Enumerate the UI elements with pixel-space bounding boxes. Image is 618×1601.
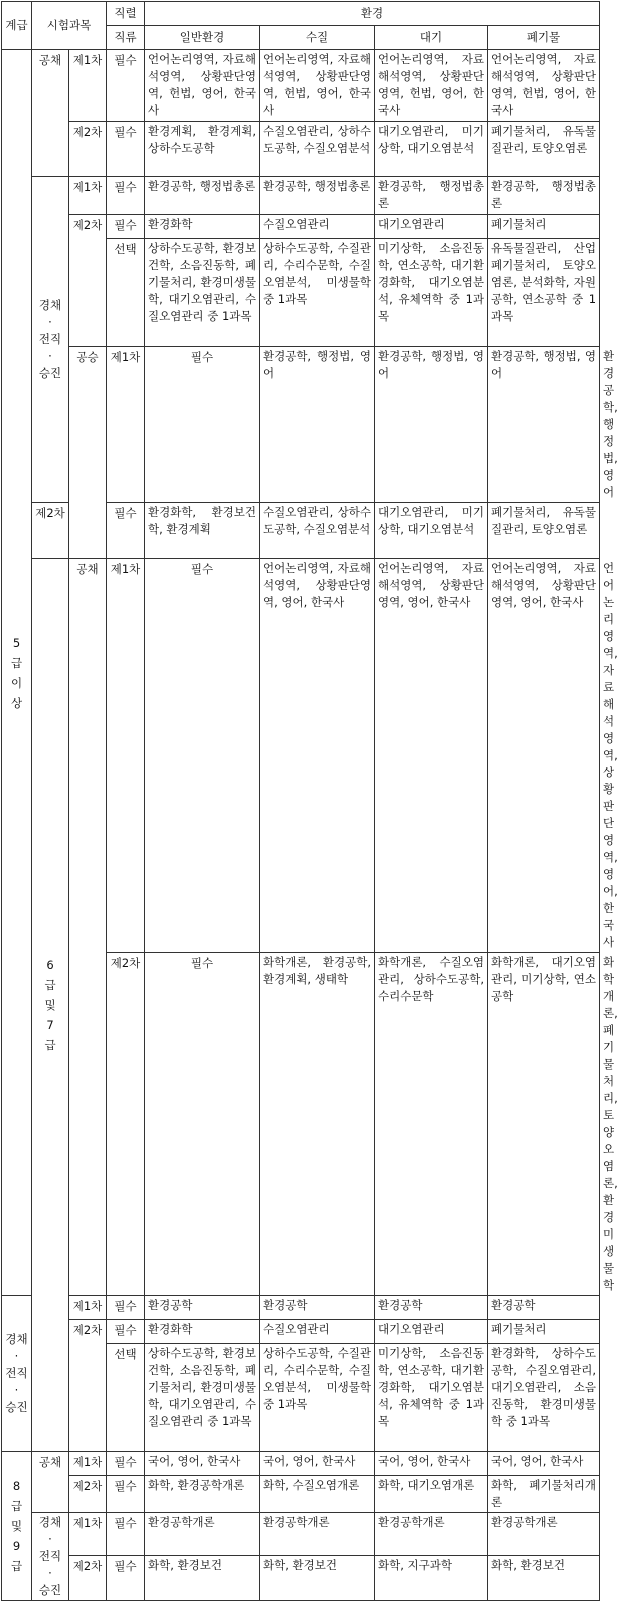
type-elective: 선택 xyxy=(107,239,145,347)
stage-second: 제2차 xyxy=(69,122,107,177)
header-waste: 폐기물 xyxy=(488,26,600,50)
subjects-cell: 환경공학, 행정법, 영어 xyxy=(488,347,600,503)
subjects-cell: 유독물질관리, 산업폐기물처리, 토양오염론, 분석화학, 자원공학, 연소공학 중 1과목 xyxy=(488,239,600,347)
type-required: 필수 xyxy=(145,559,260,953)
table-row xyxy=(2,122,600,177)
stage-second: 제2차 xyxy=(32,503,69,559)
subjects-cell: 언어논리영역, 자료해석영역, 상황판단영역, 헌법, 영어, 한국사 xyxy=(260,50,375,122)
type-required: 필수 xyxy=(107,122,145,177)
category-open: 공채 xyxy=(32,50,69,177)
subjects-cell: 수질오염관리 xyxy=(260,215,375,239)
subjects-cell: 상하수도공학, 환경보건학, 소음진동학, 폐기물처리, 환경미생물학, 대기오염관리, 수질오염관리 중 1과목 xyxy=(145,1344,260,1452)
category-open: 공채 xyxy=(69,559,107,1296)
subjects-cell: 환경공학, 행정법, 영어 xyxy=(375,347,488,503)
subjects-cell: 언어논리영역, 자료해석영역, 상황판단영역, 영어, 한국사 xyxy=(488,559,600,953)
subjects-cell: 대기오염관리, 미기상학, 대기오염분석 xyxy=(375,122,488,177)
type-required: 필수 xyxy=(107,215,145,239)
type-required: 필수 xyxy=(107,1320,145,1344)
header-row-1 xyxy=(2,2,600,26)
table-row xyxy=(2,215,600,239)
subjects-cell: 환경화학 xyxy=(145,1320,260,1344)
subjects-cell: 수질오염관리, 상하수도공학, 수질오염분석 xyxy=(260,122,375,177)
category-career: 경채 · 전직 · 승진 xyxy=(32,177,69,503)
subjects-cell: 환경화학, 환경보건학, 환경계획 xyxy=(145,503,260,559)
table-row xyxy=(2,1476,600,1513)
exam-subjects-table xyxy=(1,1,618,1601)
subjects-cell: 환경공학, 행정법, 영어 xyxy=(260,347,375,503)
subjects-cell: 언어논리영역, 자료해석영역, 상황판단영역, 영어, 한국사 xyxy=(260,559,375,953)
subjects-cell: 환경공학개론 xyxy=(260,1513,375,1556)
header-water-quality: 수질 xyxy=(260,26,375,50)
subjects-cell: 미기상학, 소음진동학, 연소공학, 대기환경화학, 대기오염분석, 유체역학 중 1과목 xyxy=(375,1344,488,1452)
subjects-cell: 환경공학개론 xyxy=(375,1513,488,1556)
subjects-cell: 폐기물처리 xyxy=(488,215,600,239)
subjects-cell: 화학, 환경보건 xyxy=(260,1555,375,1600)
header-job-series: 직렬 xyxy=(107,2,145,26)
subjects-cell: 환경공학, 행정법총론 xyxy=(145,177,260,215)
type-required: 필수 xyxy=(107,1513,145,1556)
subjects-cell: 화학, 대기오염개론 xyxy=(375,1476,488,1513)
header-job-type: 직류 xyxy=(107,26,145,50)
type-required: 필수 xyxy=(107,177,145,215)
stage-second: 제2차 xyxy=(69,1320,107,1452)
subjects-cell: 국어, 영어, 한국사 xyxy=(488,1452,600,1476)
table-row xyxy=(2,1452,600,1476)
subjects-cell: 환경공학 xyxy=(260,1296,375,1320)
header-grade: 계급 xyxy=(2,2,32,50)
table-row: 공승 제1차 필수 환경공학, 행정법, 영어 환경공학, 행정법, 영어 환경공학, 행정법, 영어 환경공학, 행정법, 영어 xyxy=(2,347,600,503)
stage-first: 제1차 xyxy=(107,347,145,503)
grade-5-and-above: 5 급 이 상 xyxy=(2,50,32,1296)
stage-first: 제1차 xyxy=(69,1296,107,1320)
subjects-cell: 언어논리영역, 자료해석영역, 상황판단영역, 영어, 한국사 xyxy=(375,559,488,953)
subjects-cell: 화학개론, 수질오염관리, 상하수도공학, 수리수문학 xyxy=(375,953,488,1296)
table-row xyxy=(2,50,600,122)
subjects-cell: 대기오염관리 xyxy=(375,1320,488,1344)
type-required: 필수 xyxy=(107,1476,145,1513)
stage-second: 제2차 xyxy=(69,1476,107,1513)
subjects-cell: 환경공학, 행정법총론 xyxy=(488,177,600,215)
subjects-cell: 환경공학개론 xyxy=(488,1513,600,1556)
stage-first: 제1차 xyxy=(69,1513,107,1556)
table-row xyxy=(2,1555,600,1600)
type-required: 필수 xyxy=(107,50,145,122)
type-required: 필수 xyxy=(145,347,260,503)
subjects-cell: 화학, 수질오염개론 xyxy=(260,1476,375,1513)
type-required: 필수 xyxy=(107,1452,145,1476)
stage-first: 제1차 xyxy=(107,559,145,953)
subjects-cell: 환경공학, 행정법총론 xyxy=(375,177,488,215)
category-promo: 공승 xyxy=(69,347,107,559)
category-career: 경채 · 전직 · 승진 xyxy=(32,1513,69,1601)
header-environment: 환경 xyxy=(145,2,600,26)
type-required: 필수 xyxy=(107,503,145,559)
subjects-cell: 수질오염관리 xyxy=(260,1320,375,1344)
stage-second: 제2차 xyxy=(107,953,145,1296)
subjects-cell: 국어, 영어, 한국사 xyxy=(145,1452,260,1476)
subjects-cell: 화학개론, 대기오염관리, 미기상학, 연소공학 xyxy=(488,953,600,1296)
subjects-cell: 화학, 지구과학 xyxy=(375,1555,488,1600)
type-elective: 선택 xyxy=(107,1344,145,1452)
table-row: 제2차 필수 화학개론, 환경공학, 환경계획, 생태학 화학개론, 수질오염관리, 상하수도공학, 수리수문학 화학개론, 대기오염관리, 미기상학, 연소공학 화학개론, 폐기물처리, 토양오염론, 환경미생물학 xyxy=(2,953,600,1296)
subjects-cell: 화학, 환경보건 xyxy=(145,1555,260,1600)
subjects-cell: 환경계획, 환경계획, 상하수도공학 xyxy=(145,122,260,177)
subjects-cell: 상하수도공학, 수질관리, 수리수문학, 수질오염분석, 미생물학 중 1과목 xyxy=(260,239,375,347)
stage-first: 제1차 xyxy=(69,50,107,122)
subjects-cell: 폐기물처리, 유독물질관리, 토양오염론 xyxy=(488,122,600,177)
table-row xyxy=(2,177,600,215)
subjects-cell: 환경공학 xyxy=(375,1296,488,1320)
subjects-cell: 화학, 폐기물처리개론 xyxy=(488,1476,600,1513)
table-row xyxy=(2,1320,600,1344)
stage-second: 제2차 xyxy=(69,215,107,347)
stage-first: 제1차 xyxy=(69,177,107,215)
grade-6-and-7: 6 급 및 7 급 xyxy=(32,559,69,1452)
stage-second: 제2차 xyxy=(69,1555,107,1600)
grade-8-and-9: 8 급 및 9 급 xyxy=(2,1452,32,1601)
header-exam-subjects: 시험과목 xyxy=(32,2,107,50)
table-row xyxy=(2,1296,600,1320)
subjects-cell: 대기오염관리 xyxy=(375,215,488,239)
subjects-cell: 언어논리영역, 자료해석영역, 상황판단영역, 헌법, 영어, 한국사 xyxy=(375,50,488,122)
subjects-cell: 폐기물처리 xyxy=(488,1320,600,1344)
subjects-cell: 상하수도공학, 환경보건학, 소음진동학, 폐기물처리, 환경미생물학, 대기오염관리, 수질오염관리 중 1과목 xyxy=(145,239,260,347)
subjects-cell: 대기오염관리, 미기상학, 대기오염분석 xyxy=(375,503,488,559)
type-required: 필수 xyxy=(107,1296,145,1320)
subjects-cell: 환경공학 xyxy=(145,1296,260,1320)
subjects-cell: 미기상학, 소음진동학, 연소공학, 대기환경화학, 대기오염분석, 유체역학 중 1과목 xyxy=(375,239,488,347)
subjects-cell: 국어, 영어, 한국사 xyxy=(375,1452,488,1476)
header-general-env: 일반환경 xyxy=(145,26,260,50)
subjects-cell: 화학, 환경공학개론 xyxy=(145,1476,260,1513)
header-air: 대기 xyxy=(375,26,488,50)
table-row xyxy=(2,1513,600,1556)
stage-first: 제1차 xyxy=(69,1452,107,1476)
type-required: 필수 xyxy=(107,1555,145,1600)
subjects-cell: 환경공학, 행정법총론 xyxy=(260,177,375,215)
category-career: 경채 · 전직 · 승진 xyxy=(2,1296,32,1452)
subjects-cell: 언어논리영역, 자료해석영역, 상황판단영역, 헌법, 영어, 한국사 xyxy=(488,50,600,122)
subjects-cell: 폐기물처리, 유독물질관리, 토양오염론 xyxy=(488,503,600,559)
subjects-cell: 환경공학개론 xyxy=(145,1513,260,1556)
subjects-cell: 환경화학 xyxy=(145,215,260,239)
table-row: 6 급 및 7 급 공채 제1차 필수 언어논리영역, 자료해석영역, 상황판단영역, 영어, 한국사 언어논리영역, 자료해석영역, 상황판단영역, 영어, 한국사 언어논리영역, 자료해석영역, 상황판단영역, 영어, 한국사 언어논리영역, 자료해석영역, 상황판단영역, 영어, 한국사 xyxy=(2,559,600,953)
subjects-cell: 국어, 영어, 한국사 xyxy=(260,1452,375,1476)
subjects-cell: 수질오염관리, 상하수도공학, 수질오염분석 xyxy=(260,503,375,559)
subjects-cell: 화학개론, 환경공학, 환경계획, 생태학 xyxy=(260,953,375,1296)
type-required: 필수 xyxy=(145,953,260,1296)
subjects-cell: 환경공학 xyxy=(488,1296,600,1320)
subjects-cell: 화학, 환경보건 xyxy=(488,1555,600,1600)
category-open: 공채 xyxy=(32,1452,69,1513)
subjects-cell: 상하수도공학, 수질관리, 수리수문학, 수질오염분석, 미생물학 중 1과목 xyxy=(260,1344,375,1452)
subjects-cell: 언어논리영역, 자료해석영역, 상황판단영역, 헌법, 영어, 한국사 xyxy=(145,50,260,122)
subjects-cell: 환경화학, 상하수도공학, 수질오염관리, 대기오염관리, 소음진동학, 환경미생물학 중 1과목 xyxy=(488,1344,600,1452)
